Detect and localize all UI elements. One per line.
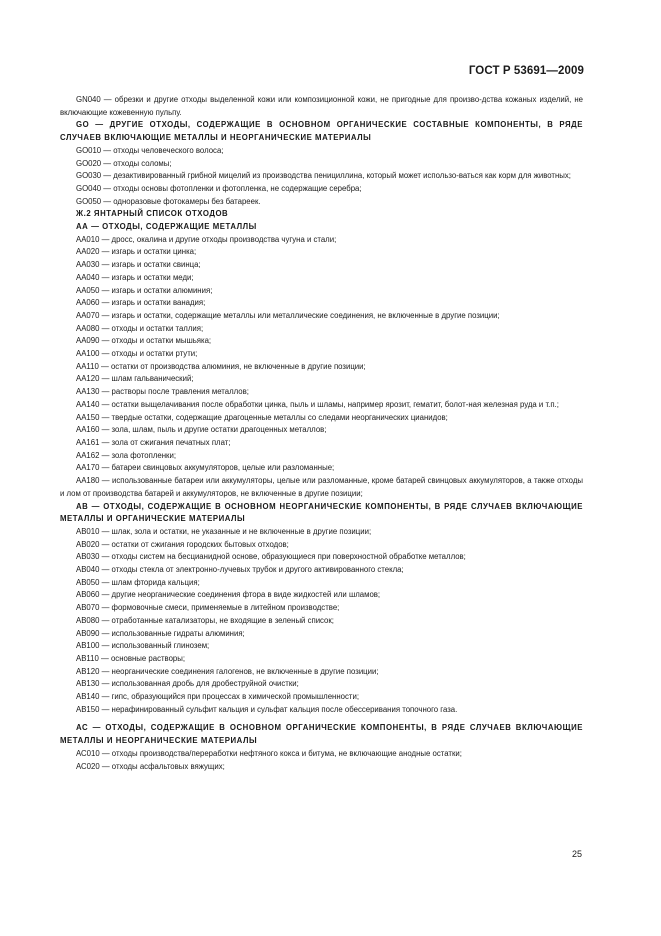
list-item: АВ120 — неорганические соединения галогенов, не включенные в другие позиции; [76,666,379,676]
list-item: АВ140 — гипс, образующийся при процессах в химической промышленности; [76,692,359,702]
list-item: АА080 — отходы и остатки таллия; [76,323,204,333]
list-item: АВ100 — использованный глинозем; [76,641,210,651]
list-item: АВ150 — нерафинированный сульфит кальция и сульфат кальция после обессеривания топочного газа. [76,704,458,714]
list-item: АВ020 — остатки от сжигания городских бытовых отходов; [76,539,289,549]
list-item: АА140 — остатки выщелачивания после обработки цинка, пыль и шламы, например ярозит, гематит, болот-ная железная руда и т.п.; [76,399,559,409]
list-item: АВ090 — использованные гидраты алюминия; [76,628,245,638]
section-heading: АС — ОТХОДЫ, СОДЕРЖАЩИЕ В ОСНОВНОМ ОРГАНИЧЕСКИЕ КОМПОНЕНТЫ, В РЯДЕ СЛУЧАЕВ ВКЛЮЧАЮЩИЕ МЕТАЛЛЫ И НЕОРГАНИЧЕСКИЕ МАТЕРИАЛЫ [60,723,583,746]
section-heading: GO — ДРУГИЕ ОТХОДЫ, СОДЕРЖАЩИЕ В ОСНОВНОМ ОРГАНИЧЕСКИЕ СОСТАВНЫЕ КОМПОНЕНТЫ, В РЯДЕ СЛУЧАЕВ ВКЛЮЧАЮЩИЕ МЕТАЛЛЫ И НЕОРГАНИЧЕСКИЕ МАТЕРИАЛЫ [60,120,583,143]
list-item: АА100 — отходы и остатки ртути; [76,349,198,359]
list-item: АС020 — отходы асфальтовых вяжущих; [76,761,225,771]
list-item: GO020 — отходы соломы; [76,158,172,168]
page-number: 25 [571,849,582,859]
list-item: GO050 — одноразовые фотокамеры без батареек. [76,196,261,206]
list-item: АВ050 — шлам фторида кальция; [76,577,200,587]
list-item: АА020 — изгарь и остатки цинка; [76,247,197,257]
list-item: АВ060 — другие неорганические соединения фтора в виде жидкостей или шламов; [76,590,381,600]
list-item: АА110 — остатки от производства алюминия, не включенные в другие позиции; [76,361,366,371]
list-item: АВ110 — основные растворы; [76,653,186,663]
list-item: АА161 — зола от сжигания печатных плат; [76,437,231,447]
list-item: АВ080 — отработанные катализаторы, не входящие в зеленый список; [76,615,334,625]
list-item: GO030 — дезактивированный грибной мицелий из производства пенициллина, который может использо-ваться как корм для животных; [76,171,571,181]
document-header: ГОСТ Р 53691—2009 [468,65,584,77]
list-item: GN040 — обрезки и другие отходы выделенной кожи или композиционной кожи, не пригодные для произво-дства кожаных изделий, не включающие кожевенную пульпу. [60,95,583,117]
list-item: АА070 — изгарь и остатки, содержащие металлы или металлические соединения, не включенные в другие позиции; [76,310,500,320]
list-item: АА160 — зола, шлам, пыль и другие остатки драгоценных металлов; [76,425,327,435]
list-item: АВ030 — отходы систем на бесцианидной основе, образующиеся при поверхностной обработке металлов; [76,552,466,562]
list-item: GO040 — отходы основы фотопленки и фотопленка, не содержащие серебра; [76,183,362,193]
list-item: АА040 — изгарь и остатки меди; [76,272,194,282]
list-item: АВ040 — отходы стекла от электронно-лучевых трубок и другого активированного стекла; [76,565,404,575]
section-heading: АВ — ОТХОДЫ, СОДЕРЖАЩИЕ В ОСНОВНОМ НЕОРГАНИЧЕСКИЕ КОМПОНЕНТЫ, В РЯДЕ СЛУЧАЕВ ВКЛЮЧАЮЩИЕ МЕТАЛЛЫ И ОРГАНИЧЕСКИЕ МАТЕРИАЛЫ [60,501,583,524]
list-item: АА150 — твердые остатки, содержащие драгоценные металлы со следами неорганических цианидов; [76,412,448,422]
list-item: АА090 — отходы и остатки мышьяка; [76,336,212,346]
document-body [60,94,583,773]
list-item: АА130 — растворы после травления металлов; [76,387,249,397]
list-item: АА120 — шлам гальванический; [76,374,194,384]
list-item: АА010 — дросс, окалина и другие отходы производства чугуна и стали; [76,234,337,244]
list-item: АВ010 — шлак, зола и остатки, не указанные и не включенные в другие позиции; [76,526,372,536]
list-item: АВ130 — использованная дробь для дробеструйной очистки; [76,679,299,689]
list-item: GO010 — отходы человеческого волоса; [76,145,224,155]
list-item: АА180 — использованные батареи или аккумуляторы, целые или разломанные, кроме батарей свинцовых аккумуляторов, а также отходы и лом от производства батарей и аккумуляторов, не включенные в другие позиции; [60,476,583,498]
list-item: АА162 — зола фотопленки; [76,450,176,460]
list-item: АВ070 — формовочные смеси, применяемые в литейном производстве; [76,603,340,613]
section-heading: Ж.2 ЯНТАРНЫЙ СПИСОК ОТХОДОВ [76,209,229,219]
list-item: АА060 — изгарь и остатки ванадия; [76,298,206,308]
list-item: АА030 — изгарь и остатки свинца; [76,260,201,270]
list-item: АС010 — отходы производства/переработки нефтяного кокса и битума, не включающие анодные остатки; [76,748,462,758]
section-heading: АА — ОТХОДЫ, СОДЕРЖАЩИЕ МЕТАЛЛЫ [76,222,257,232]
list-item: АА050 — изгарь и остатки алюминия; [76,285,213,295]
list-item: АА170 — батареи свинцовых аккумуляторов, целые или разломанные; [76,463,335,473]
